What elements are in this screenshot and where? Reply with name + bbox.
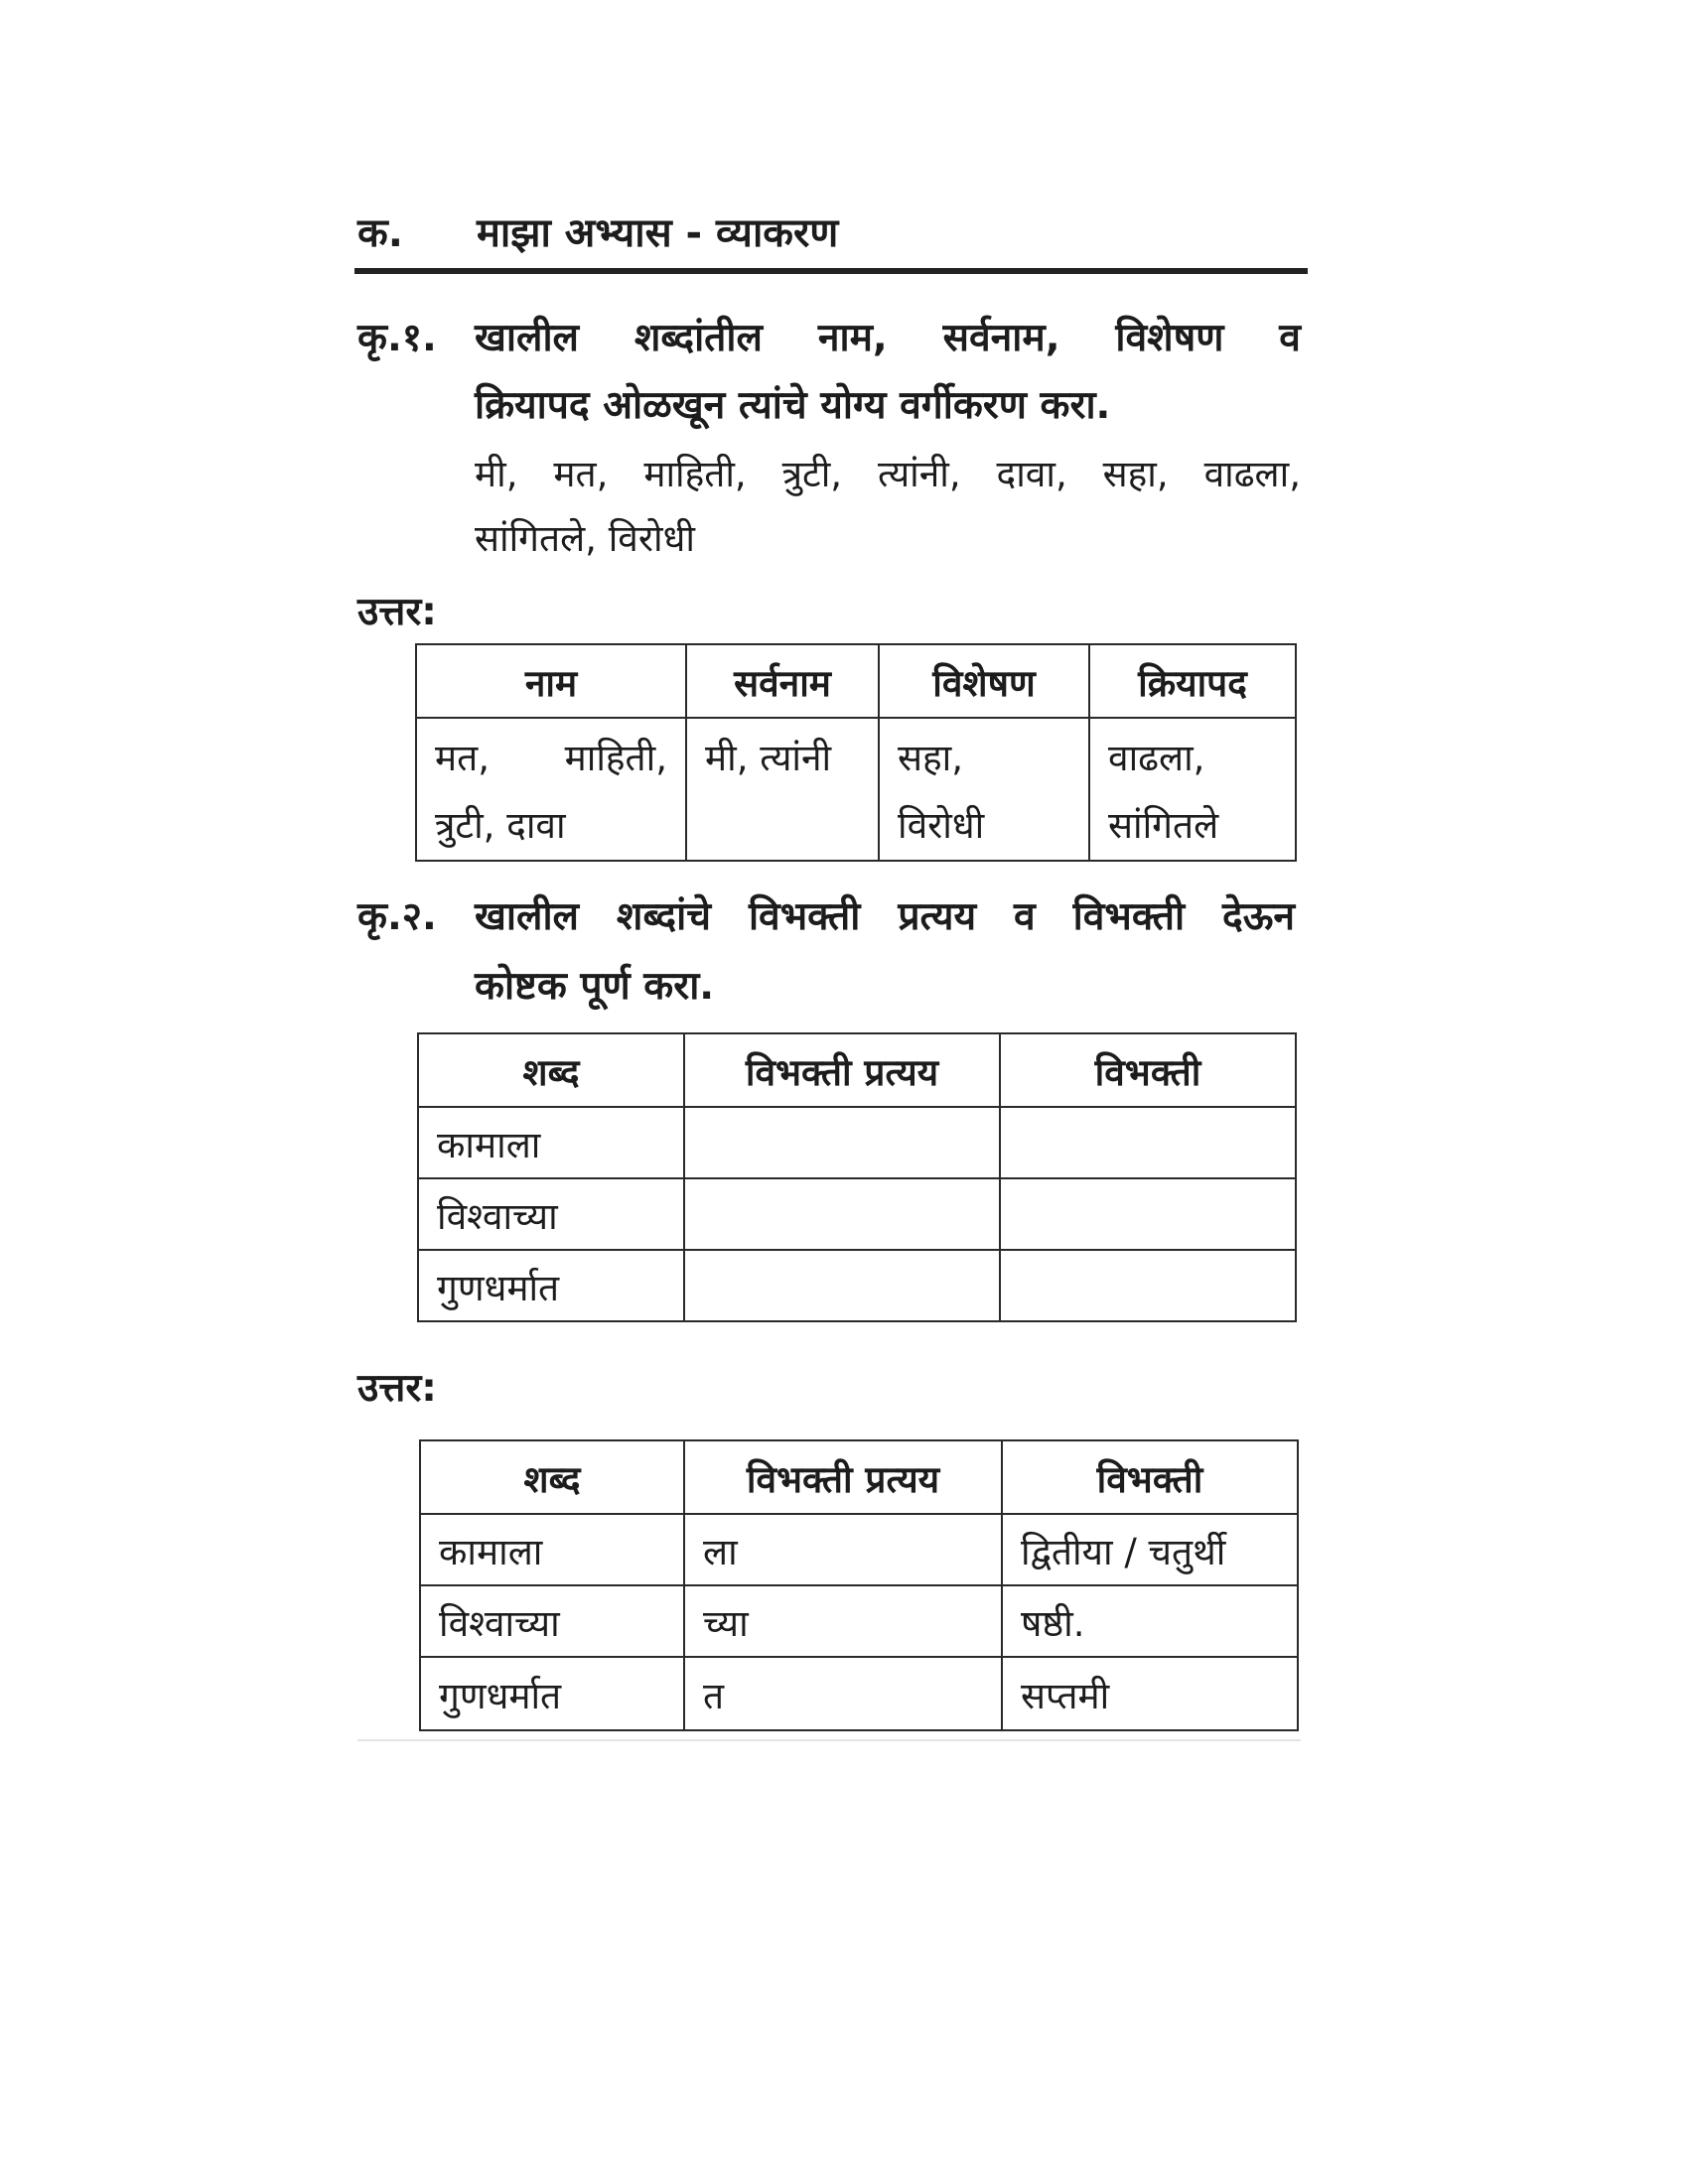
- table-row: [420, 1585, 1298, 1657]
- cell-naam: [416, 718, 686, 861]
- cell-line: मत, माहिती,: [435, 737, 667, 779]
- cell-word: विश्वाच्या: [420, 1585, 684, 1657]
- section-title: माझा अभ्यास - व्याकरण: [477, 210, 839, 256]
- cell-line: त्रुटी, दावा: [435, 804, 566, 847]
- q2-answer-label: उत्तर:: [357, 1366, 437, 1411]
- header-vibhakti: विभक्ती: [1000, 1033, 1296, 1107]
- header-kriyapad: क्रियापद: [1089, 644, 1296, 718]
- header-vibhakti: विभक्ती: [1002, 1440, 1298, 1514]
- header-vibhakti-pratyay: विभक्ती प्रत्यय: [684, 1033, 1000, 1107]
- q1-number: कृ.१.: [357, 316, 437, 360]
- header-visheshan: विशेषण: [879, 644, 1089, 718]
- cell-word: गुणधर्मात: [420, 1657, 684, 1730]
- cell-pratyay: त: [684, 1657, 1002, 1730]
- q2-answer-table: [419, 1439, 1299, 1731]
- cell-line: वाढला,: [1108, 737, 1205, 779]
- table-row: [418, 1178, 1296, 1250]
- cell-vibhakti: षष्ठी.: [1002, 1585, 1298, 1657]
- table-row: [420, 1514, 1298, 1585]
- q2-prompt-line2: कोष्टक पूर्ण करा.: [475, 964, 715, 1009]
- q1-answer-label: उत्तर:: [357, 590, 437, 634]
- table-row: [420, 1657, 1298, 1730]
- table-header-row: [416, 644, 1296, 718]
- cell-word: कामाला: [418, 1107, 684, 1178]
- q1-prompt-line1: खालील शब्दांतील नाम, सर्वनाम, विशेषण व: [475, 316, 1301, 360]
- cell-vibhakti: [1000, 1178, 1296, 1250]
- table-row: [418, 1107, 1296, 1178]
- cell-pratyay: च्या: [684, 1585, 1002, 1657]
- table-header-row: [420, 1440, 1298, 1514]
- cell-vibhakti: सप्तमी: [1002, 1657, 1298, 1730]
- cell-word: कामाला: [420, 1514, 684, 1585]
- cell-visheshan: [879, 718, 1089, 861]
- cell-pratyay: [684, 1250, 1000, 1321]
- header-naam: नाम: [416, 644, 686, 718]
- table-row: [418, 1250, 1296, 1321]
- cell-line: विरोधी: [898, 804, 985, 847]
- q2-question-table: [417, 1032, 1297, 1322]
- cell-pratyay: [684, 1178, 1000, 1250]
- cell-word: गुणधर्मात: [418, 1250, 684, 1321]
- cell-sarvanaam: [686, 718, 879, 861]
- q1-words-line2: सांगितले, विरोधी: [475, 517, 695, 560]
- q2-prompt-line1: खालील शब्दांचे विभक्ती प्रत्यय व विभक्ती देऊन: [475, 894, 1295, 939]
- cell-vibhakti: [1000, 1250, 1296, 1321]
- header-shabda: शब्द: [418, 1033, 684, 1107]
- q1-words-line1: मी, मत, माहिती, त्रुटी, त्यांनी, दावा, सहा, वाढला,: [475, 453, 1301, 495]
- header-sarvanaam: सर्वनाम: [686, 644, 879, 718]
- page-bottom-rule: [357, 1739, 1301, 1741]
- cell-line: सहा,: [898, 737, 964, 779]
- cell-pratyay: [684, 1107, 1000, 1178]
- header-shabda: शब्द: [420, 1440, 684, 1514]
- q2-number: कृ.२.: [357, 894, 437, 939]
- cell-vibhakti: द्वितीया / चतुर्थी: [1002, 1514, 1298, 1585]
- cell-line: मी, त्यांनी: [705, 737, 832, 779]
- table-row: [416, 718, 1296, 861]
- section-marker: क.: [357, 210, 403, 256]
- q1-prompt-line2: क्रियापद ओळखून त्यांचे योग्य वर्गीकरण करा.: [475, 383, 1111, 428]
- header-vibhakti-pratyay: विभक्ती प्रत्यय: [684, 1440, 1002, 1514]
- cell-word: विश्वाच्या: [418, 1178, 684, 1250]
- cell-kriyapad: [1089, 718, 1296, 861]
- cell-vibhakti: [1000, 1107, 1296, 1178]
- heading-rule: [354, 268, 1308, 274]
- table-header-row: [418, 1033, 1296, 1107]
- cell-line: सांगितले: [1108, 804, 1219, 847]
- q1-answer-table: [415, 643, 1297, 862]
- cell-pratyay: ला: [684, 1514, 1002, 1585]
